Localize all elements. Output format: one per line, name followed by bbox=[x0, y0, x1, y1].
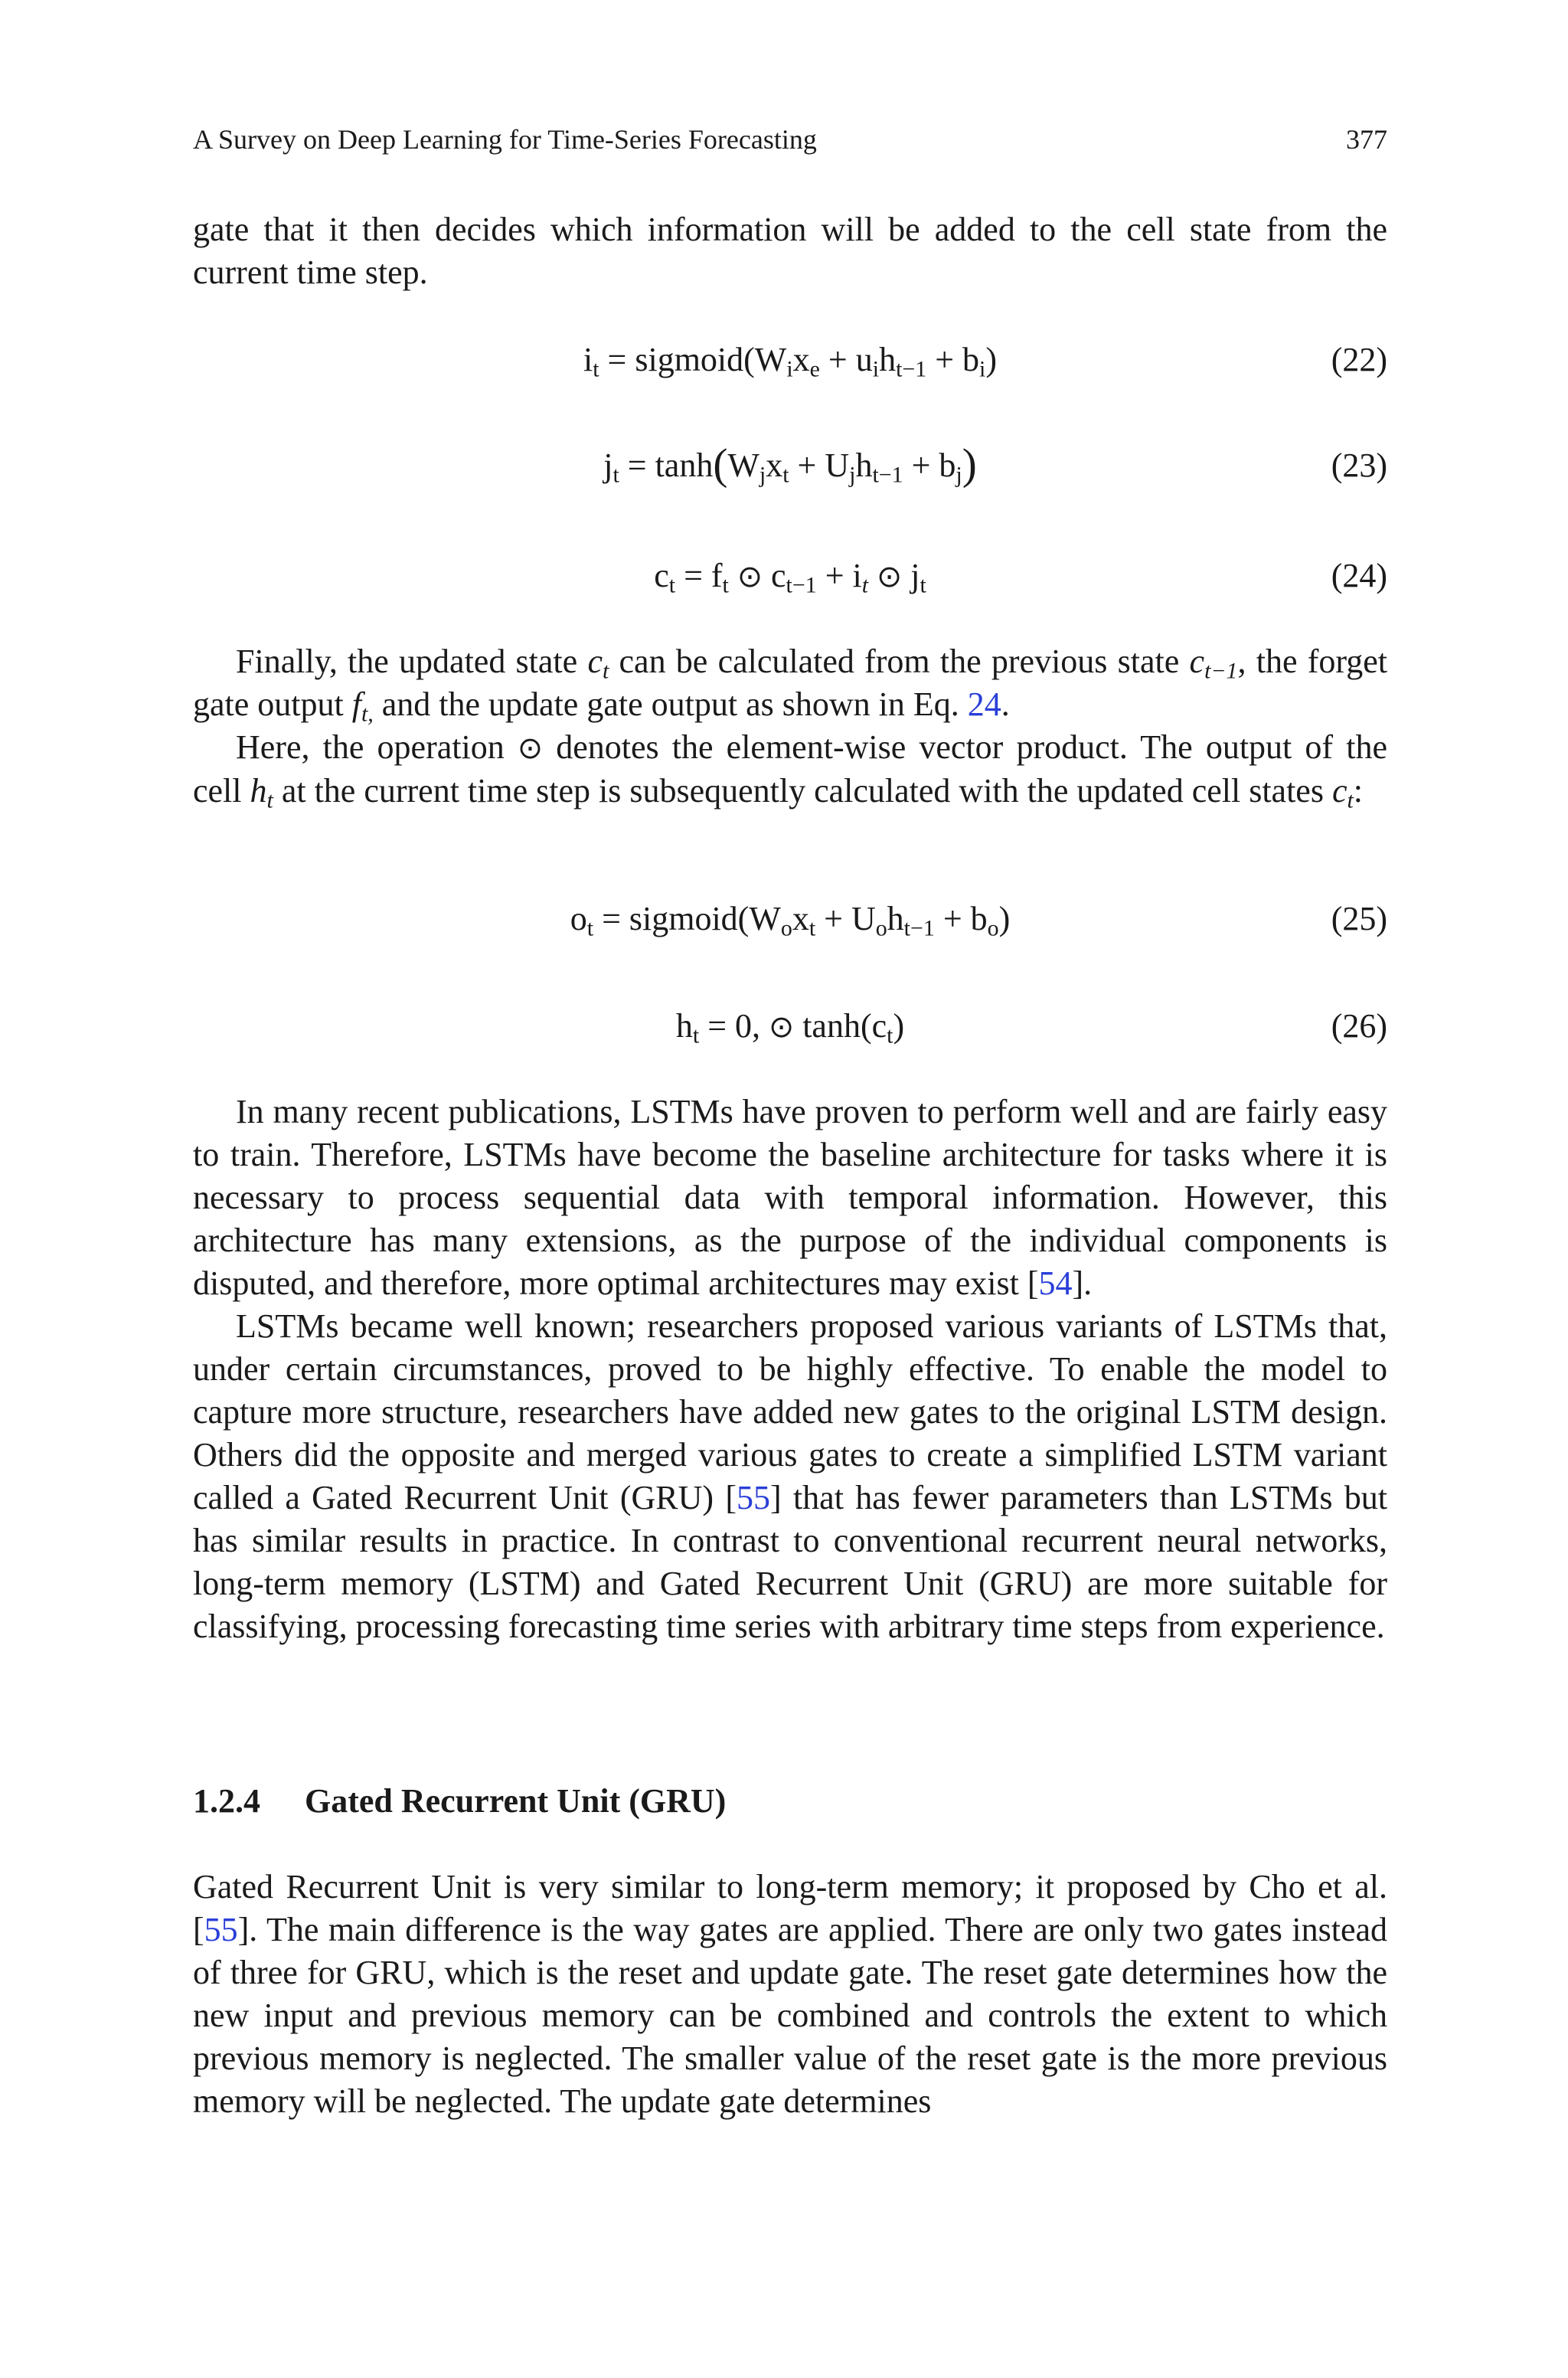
equation-24-number: (24) bbox=[1331, 557, 1387, 594]
equation-22-body: $i_t$ = $sigmoid(W_ix_e + u_ih_{t-1} + b_i)$ bbox=[583, 341, 997, 382]
paragraph-gru: Gated Recurrent Unit is very similar to long-term memory; it proposed by Cho et al. [55]. The main difference is the way gates are applied. There are only two gates instead of three for GRU, which is the reset and update gate. The reset gate determines how the new input and previous memory can be combined and controls the extent to which previous memory is neglected. The smaller value of the reset gate is the more previous memory will be neglected. The update gate determines bbox=[193, 1868, 1387, 2120]
equation-22-number: (22) bbox=[1331, 341, 1387, 378]
equation-24-body: $c_t = f_t$ ⊙ $c_{t-1} + i_t$ ⊙ $j_t$ bbox=[654, 557, 926, 598]
citation-54[interactable]: 54 bbox=[1038, 1264, 1073, 1302]
equation-26-body: $h_t = 0$, ⊙ $\tanh(c_t)$ bbox=[675, 1007, 905, 1048]
equation-26 bbox=[193, 1003, 1387, 1049]
paragraph-lstm-variants: LSTMs became well known; researchers proposed various variants of LSTMs that, under certain circumstances, proved to be highly effective. To enable the model to capture more structure, researchers have added new gates to the original LSTM design. Others did the opposite and merged various gates to create a simplified LSTM variant called a Gated Recurrent Unit (GRU) [55] that has fewer parameters than LSTMs but has similar results in practice. In contrast to conventional recurrent neural networks, long-term memory (LSTM) and Gated Recurrent Unit (GRU) are more suitable for classifying, processing forecasting time series with arbitrary time steps from experience. bbox=[193, 1307, 1387, 1645]
equation-23-number: (23) bbox=[1331, 446, 1387, 484]
equation-25-body: $o_t$ = $sigmoid(W_ox_t + U_oh_{t-1} + b_o)$ bbox=[570, 900, 1011, 941]
paragraph-lstm-publications: In many recent publications, LSTMs have proven to perform well and are fairly easy to train. Therefore, LSTMs have become the baseline architecture for tasks where it is necessary to process sequential data with temporal information. However, this architecture has many extensions, as the purpose of the individual components is disputed, and therefore, more optimal architectures may exist [54]. bbox=[193, 1093, 1387, 1302]
equation-23 bbox=[193, 440, 1387, 489]
section-heading bbox=[193, 1780, 726, 1823]
equation-22 bbox=[193, 337, 1387, 383]
page-number: 377 bbox=[1346, 124, 1387, 155]
section-number: 1.2.4 bbox=[193, 1782, 260, 1820]
citation-55[interactable]: 55 bbox=[737, 1479, 770, 1516]
paragraph-updated-state: Finally, the updated state $c_t$ can be calculated from the previous state $c_{t-1}$, the forget gate output $f_{t,}$ and the update gate output as shown in Eq. 24. bbox=[193, 643, 1388, 727]
equation-25-number: (25) bbox=[1331, 900, 1387, 937]
odot-symbol: ⊙ bbox=[517, 731, 544, 766]
paragraph-operation: Here, the operation ⊙ denotes the element-wise vector product. The output of the cell $h_t$ at the current time step is subsequently calculated with the updated cell states $c_t$: bbox=[193, 728, 1387, 813]
section-title: Gated Recurrent Unit (GRU) bbox=[305, 1782, 727, 1820]
running-title: A Survey on Deep Learning for Time-Series Forecasting bbox=[193, 124, 817, 155]
equation-ref-24[interactable]: 24 bbox=[967, 685, 1001, 723]
paragraph-intro: gate that it then decides which information will be added to the cell state from the current time step. bbox=[193, 211, 1387, 291]
equation-26-number: (26) bbox=[1331, 1007, 1387, 1045]
equation-25 bbox=[193, 896, 1387, 942]
equation-23-body: $j_t = \tanh(W_jx_t + U_jh_{t-1} + b_j)$ bbox=[603, 440, 977, 489]
citation-55-gru[interactable]: 55 bbox=[204, 1911, 238, 1948]
equation-24 bbox=[193, 553, 1387, 599]
